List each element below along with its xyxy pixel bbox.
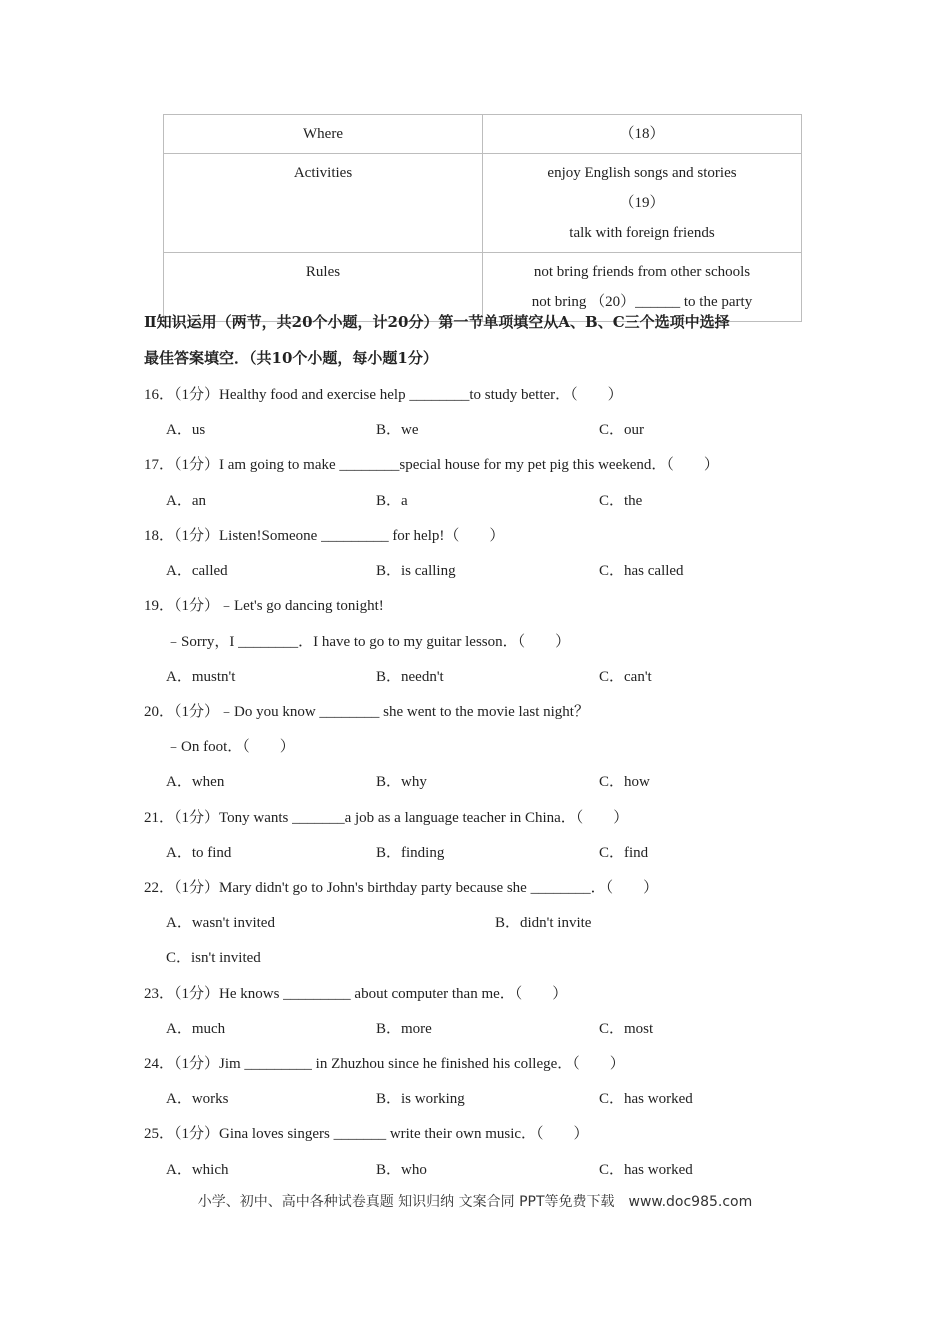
option-c[interactable]: C．can't (599, 669, 652, 685)
row-line: （18） (619, 126, 665, 142)
option-c[interactable]: C．has worked (599, 1162, 693, 1178)
question-stem: 21．（1分）Tony wants _______a job as a language teacher in China．（ ） (144, 810, 629, 826)
option-a[interactable]: A．much (166, 1021, 226, 1037)
question-stem: 22．（1分）Mary didn't go to John's birthday party because she ________．（ ） (144, 880, 659, 896)
option-b[interactable]: B．needn't (376, 669, 444, 685)
option-b[interactable]: B．we (376, 422, 419, 438)
question-stem: 19．（1分）﹣Let's go dancing tonight! (144, 598, 384, 614)
question-stem: 17．（1分）I am going to make ________special house for my pet pig this weekend．（ ） (144, 457, 719, 473)
row-line: not bring （20）______ to the party (531, 294, 753, 310)
option-a[interactable]: A．to find (166, 845, 232, 861)
section-heading-cont: 最佳答案填空．（共10个小题，每小题1分） (144, 349, 438, 367)
row-content (483, 115, 802, 154)
row-label: Where (164, 115, 483, 154)
option-b[interactable]: B．is working (376, 1091, 465, 1107)
option-c[interactable]: C．the (599, 493, 643, 509)
option-b[interactable]: B．why (376, 774, 427, 790)
row-line: talk with foreign friends (569, 225, 715, 241)
option-c[interactable]: C．isn't invited (166, 950, 261, 966)
option-b[interactable]: B．more (376, 1021, 432, 1037)
option-a[interactable]: A．an (166, 493, 206, 509)
option-a[interactable]: A．wasn't invited (166, 915, 275, 931)
option-c[interactable]: C．most (599, 1021, 654, 1037)
table-row (164, 115, 802, 154)
option-b[interactable]: B．finding (376, 845, 445, 861)
question-stem: 24．（1分）Jim _________ in Zhuzhou since he finished his college．（ ） (144, 1056, 625, 1072)
option-c[interactable]: C．find (599, 845, 649, 861)
question-stem: 16．（1分）Healthy food and exercise help ________to study better．（ ） (144, 387, 623, 403)
question-stem: 18．（1分）Listen!Someone _________ for help!（ ） (144, 528, 505, 544)
section-heading: Ⅱ知识运用（两节，共20个小题，计20分）第一节单项填空从A、B、C三个选项中选择 (144, 313, 730, 331)
question-stem: 25．（1分）Gina loves singers _______ write their own music．（ ） (144, 1126, 589, 1142)
option-b[interactable]: B．who (376, 1162, 427, 1178)
row-line: not bring friends from other schools (533, 264, 751, 280)
option-a[interactable]: A．mustn't (166, 669, 236, 685)
row-label: Rules (164, 253, 483, 322)
option-b[interactable]: B．a (376, 493, 408, 509)
option-c[interactable]: C．how (599, 774, 650, 790)
row-line: enjoy English songs and stories (547, 165, 737, 181)
question-stem-cont: ﹣On foot．（ ） (166, 739, 295, 755)
question-stem-cont: ﹣Sorry，I ________．I have to go to my guitar lesson．（ ） (166, 634, 571, 650)
option-c[interactable]: C．has worked (599, 1091, 693, 1107)
option-a[interactable]: A．us (166, 422, 206, 438)
option-a[interactable]: A．works (166, 1091, 229, 1107)
info-table (163, 114, 802, 322)
option-c[interactable]: C．our (599, 422, 645, 438)
row-line: （19） (619, 195, 665, 211)
option-a[interactable]: A．when (166, 774, 225, 790)
option-b[interactable]: B．is calling (376, 563, 456, 579)
option-c[interactable]: C．has called (599, 563, 684, 579)
option-a[interactable]: A．called (166, 563, 228, 579)
option-b[interactable]: B．didn't invite (495, 915, 592, 931)
question-stem: 23．（1分）He knows _________ about computer than me．（ ） (144, 986, 568, 1002)
option-a[interactable]: A．which (166, 1162, 229, 1178)
question-stem: 20．（1分）﹣Do you know ________ she went to the movie last night？ (144, 704, 589, 720)
table-row (164, 154, 802, 253)
row-label: Activities (164, 154, 483, 253)
row-content (483, 154, 802, 253)
page-footer: 小学、初中、高中各种试卷真题 知识归纳 文案合同 PPT等免费下载 www.doc985.com (197, 1194, 753, 1210)
